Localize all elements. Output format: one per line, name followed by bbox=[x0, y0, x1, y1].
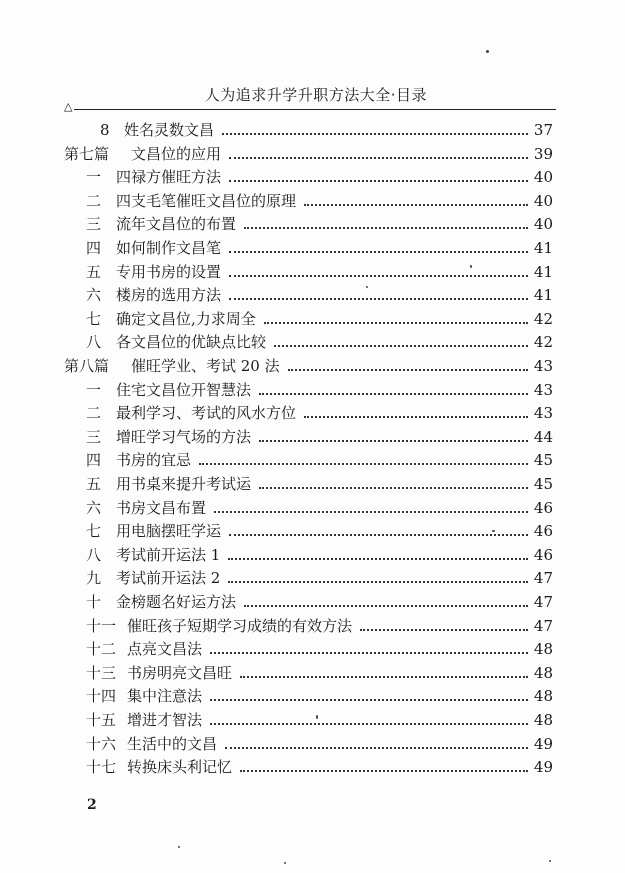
toc-entry-title: 书房的宜忌 bbox=[116, 451, 192, 470]
toc-entry-number: 8 bbox=[100, 121, 110, 139]
toc-entry-title: 用书桌来提升考试运 bbox=[116, 475, 252, 493]
toc-item-row bbox=[0, 684, 625, 708]
toc-entry-number: 五 bbox=[86, 262, 102, 281]
toc-entry-number: 四 bbox=[86, 451, 102, 470]
toc-entry-title: 催旺孩子短期学习成绩的有效方法 bbox=[127, 616, 353, 635]
toc-leader-dots bbox=[264, 322, 528, 324]
toc-entry-title: 点亮文昌法 bbox=[127, 640, 203, 659]
toc-leader-dots bbox=[229, 298, 528, 300]
toc-item-row bbox=[0, 212, 625, 236]
scan-speck bbox=[284, 862, 286, 864]
toc-page-number: 45 bbox=[533, 475, 553, 493]
toc-page-number: 42 bbox=[533, 309, 553, 328]
toc-item-row bbox=[0, 661, 625, 685]
toc-leader-dots bbox=[304, 204, 528, 206]
scan-speck bbox=[316, 715, 318, 719]
toc-page-number: 48 bbox=[533, 640, 553, 659]
toc-item-row bbox=[0, 732, 625, 756]
toc-entry-number: 一 bbox=[86, 380, 102, 399]
toc-page-number: 48 bbox=[533, 687, 553, 706]
toc-entry-number: 二 bbox=[86, 191, 102, 210]
toc-item-row bbox=[0, 260, 625, 284]
toc-entry-number: 八 bbox=[86, 333, 102, 352]
toc-entry-title: 催旺学业、考试 20 法 bbox=[131, 357, 280, 375]
toc-entry-number: 十六 bbox=[86, 734, 117, 753]
toc-item-row bbox=[0, 283, 625, 307]
toc-leader-dots bbox=[229, 534, 528, 536]
toc-page-number: 43 bbox=[533, 404, 553, 423]
toc-leader-dots bbox=[240, 770, 528, 772]
toc-page-number: 49 bbox=[533, 734, 553, 753]
toc-entry-number: 六 bbox=[86, 498, 102, 517]
toc-leader-dots bbox=[240, 676, 528, 678]
toc-part-row bbox=[0, 142, 625, 166]
toc-page-number: 41 bbox=[533, 239, 553, 257]
toc-page-number: 41 bbox=[533, 286, 553, 305]
toc-entry-title: 生活中的文昌 bbox=[127, 734, 218, 753]
toc-leader-dots bbox=[229, 275, 528, 277]
toc-entry-number: 七 bbox=[86, 522, 102, 541]
toc-leader-dots bbox=[259, 393, 528, 395]
toc-leader-dots bbox=[229, 180, 528, 182]
toc-item-row bbox=[0, 330, 625, 354]
toc-page-number: 46 bbox=[533, 522, 553, 541]
toc-entry-title: 书房明亮文昌旺 bbox=[127, 663, 233, 682]
toc-entry-number: 二 bbox=[86, 404, 102, 423]
toc-item-row bbox=[0, 401, 625, 425]
toc-item-row bbox=[0, 708, 625, 732]
toc-item-row bbox=[0, 448, 625, 472]
toc-leader-dots bbox=[229, 251, 528, 253]
triangle-marker-icon: △ bbox=[64, 100, 73, 113]
toc-entry-title: 流年文昌位的布置 bbox=[116, 215, 237, 234]
toc-item-row bbox=[0, 496, 625, 520]
toc-leader-dots bbox=[214, 511, 528, 513]
toc-part-row bbox=[0, 354, 625, 378]
toc-page-number: 43 bbox=[533, 357, 553, 375]
toc-entry-number: 十七 bbox=[86, 758, 117, 777]
toc-entry-title: 集中注意法 bbox=[127, 687, 203, 706]
toc-page-number: 48 bbox=[533, 711, 553, 729]
toc-entry-title: 四支毛笔催旺文昌位的原理 bbox=[116, 191, 297, 210]
toc-entry-title: 确定文昌位,力求周全 bbox=[116, 309, 256, 328]
toc-page-number: 49 bbox=[533, 758, 553, 777]
toc-entry-number: 八 bbox=[86, 545, 102, 564]
scan-speck bbox=[178, 846, 180, 848]
running-header-title: 人为追求升学升职方法大全·目录 bbox=[204, 86, 427, 104]
toc-entry-number: 九 bbox=[86, 569, 102, 588]
toc-item-row bbox=[0, 165, 625, 189]
toc-page-number: 45 bbox=[533, 451, 553, 470]
toc-entry-title: 最利学习、考试的风水方位 bbox=[116, 404, 297, 423]
toc-entry-title: 增旺学习气场的方法 bbox=[116, 427, 252, 446]
toc-page-number: 42 bbox=[533, 333, 553, 352]
toc-entry-number: 五 bbox=[86, 475, 102, 493]
toc-page-number: 46 bbox=[533, 545, 553, 564]
scan-speck bbox=[366, 286, 368, 288]
toc-entry-number: 十五 bbox=[86, 711, 117, 729]
toc-item-row bbox=[0, 519, 625, 543]
toc-entry-number: 三 bbox=[86, 427, 102, 446]
toc-leader-dots bbox=[228, 581, 528, 583]
toc-entry-title: 考试前开运法 2 bbox=[116, 569, 221, 588]
toc-item-row bbox=[0, 378, 625, 402]
header-rule bbox=[74, 109, 556, 110]
toc-entry-title: 四禄方催旺方法 bbox=[116, 168, 222, 187]
toc-entry-number: 七 bbox=[86, 309, 102, 328]
toc-page-number: 47 bbox=[533, 569, 553, 588]
toc-page-number: 47 bbox=[533, 593, 553, 611]
toc-item-row bbox=[0, 118, 625, 142]
toc-page-number: 46 bbox=[533, 498, 553, 517]
toc-leader-dots bbox=[288, 369, 528, 371]
toc-entry-title: 考试前开运法 1 bbox=[116, 545, 221, 564]
toc-entry-number: 十四 bbox=[86, 687, 117, 706]
toc-page-number: 40 bbox=[533, 168, 553, 187]
toc-entry-number: 十 bbox=[86, 593, 102, 611]
toc-entry-title: 楼房的选用方法 bbox=[116, 286, 222, 305]
toc-item-row bbox=[0, 590, 625, 614]
toc-entry-title: 如何制作文昌笔 bbox=[116, 239, 222, 257]
toc-entry-title: 用电脑摆旺学运 bbox=[116, 522, 222, 541]
toc-leader-dots bbox=[210, 652, 528, 654]
toc-entry-number: 第七篇 bbox=[64, 144, 110, 163]
toc-entry-title: 书房文昌布置 bbox=[116, 498, 207, 517]
toc-item-row bbox=[0, 543, 625, 567]
toc-leader-dots bbox=[244, 227, 528, 229]
toc-page-number: 44 bbox=[533, 427, 553, 446]
toc-page-number: 39 bbox=[533, 144, 553, 163]
toc-item-row bbox=[0, 236, 625, 260]
toc-item-row bbox=[0, 472, 625, 496]
scan-speck bbox=[486, 50, 489, 53]
toc-leader-dots bbox=[199, 463, 528, 465]
toc-entry-title: 专用书房的设置 bbox=[116, 262, 222, 281]
toc-entry-number: 十二 bbox=[86, 640, 117, 659]
toc-entry-number: 三 bbox=[86, 215, 102, 234]
toc-leader-dots bbox=[210, 723, 528, 725]
toc-page-number: 43 bbox=[533, 380, 553, 399]
toc-item-row bbox=[0, 566, 625, 590]
toc-page-number: 37 bbox=[533, 121, 553, 139]
toc-item-row bbox=[0, 189, 625, 213]
toc-entry-title: 转换床头利记忆 bbox=[127, 758, 233, 777]
toc-item-row bbox=[0, 637, 625, 661]
toc-leader-dots bbox=[228, 558, 528, 560]
toc-entry-number: 十一 bbox=[86, 616, 117, 635]
toc-leader-dots bbox=[259, 440, 528, 442]
scan-speck bbox=[492, 530, 495, 532]
toc-entry-number: 第八篇 bbox=[64, 357, 110, 375]
scan-speck bbox=[470, 265, 472, 268]
toc-item-row bbox=[0, 755, 625, 779]
toc-entry-title: 金榜题名好运方法 bbox=[116, 593, 237, 611]
toc-entry-title: 姓名灵数文昌 bbox=[124, 121, 215, 139]
toc-leader-dots bbox=[244, 605, 528, 607]
toc-entry-title: 住宅文昌位开智慧法 bbox=[116, 380, 252, 399]
page-number: 2 bbox=[87, 797, 97, 813]
toc-entry-number: 一 bbox=[86, 168, 102, 187]
toc-entry-number: 十三 bbox=[86, 663, 117, 682]
toc-entry-number: 四 bbox=[86, 239, 102, 257]
scan-speck bbox=[549, 860, 551, 862]
toc-leader-dots bbox=[210, 699, 528, 701]
toc-page-number: 40 bbox=[533, 191, 553, 210]
toc-page-number: 47 bbox=[533, 616, 553, 635]
toc-entry-title: 各文昌位的优缺点比较 bbox=[116, 333, 267, 352]
toc-entry-title: 文昌位的应用 bbox=[131, 144, 222, 163]
toc-leader-dots bbox=[259, 487, 528, 489]
toc-leader-dots bbox=[274, 345, 528, 347]
toc-entry-title: 增进才智法 bbox=[127, 711, 203, 729]
toc-leader-dots bbox=[222, 133, 528, 135]
toc-page-number: 41 bbox=[533, 262, 553, 281]
toc-leader-dots bbox=[229, 157, 528, 159]
toc-page-number: 48 bbox=[533, 663, 553, 682]
toc-entry-number: 六 bbox=[86, 286, 102, 305]
toc-item-row bbox=[0, 614, 625, 638]
toc-leader-dots bbox=[225, 747, 528, 749]
toc-leader-dots bbox=[360, 629, 528, 631]
toc-leader-dots bbox=[304, 416, 528, 418]
toc-item-row bbox=[0, 425, 625, 449]
toc-page-number: 40 bbox=[533, 215, 553, 234]
toc-item-row bbox=[0, 307, 625, 331]
